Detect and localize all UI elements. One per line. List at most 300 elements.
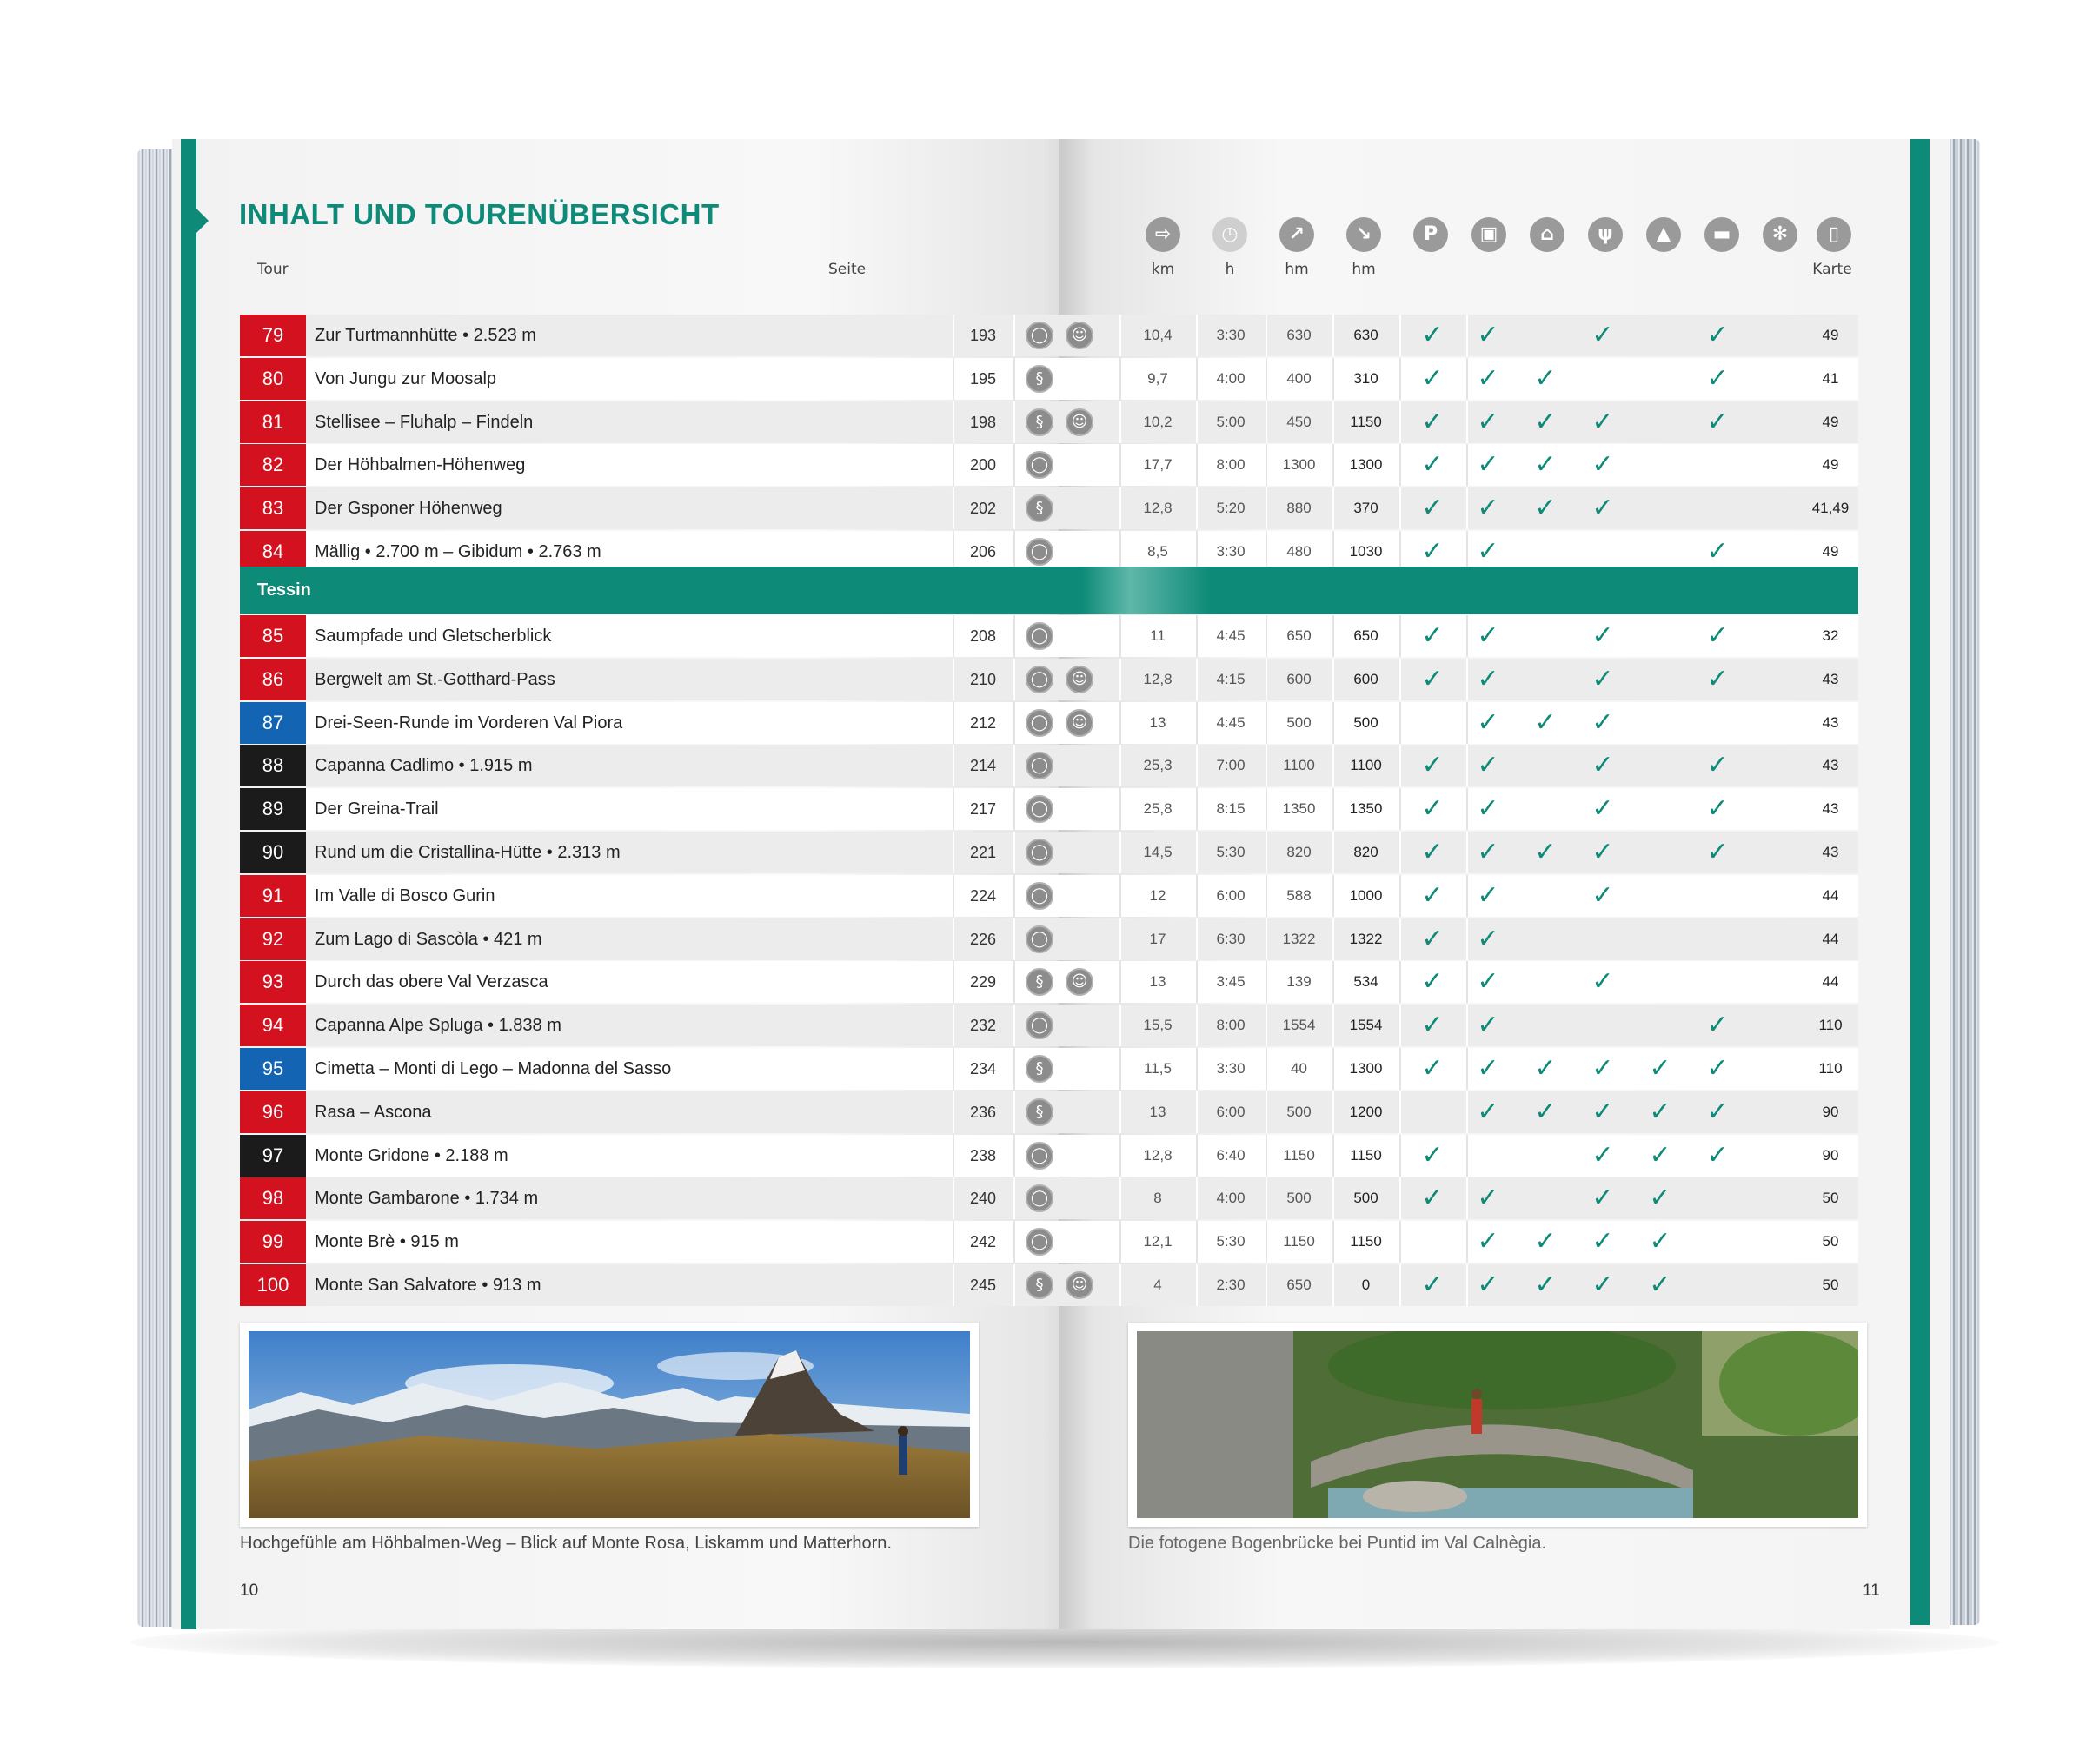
- tour-name: Zur Turtmannhütte • 2.523 m: [315, 326, 536, 345]
- descent-hm: 0: [1361, 1277, 1371, 1293]
- column-divider: [1399, 1005, 1401, 1046]
- round-trip-icon: ◯: [1026, 1142, 1053, 1170]
- check-mark-icon: ✓: [1534, 493, 1557, 523]
- page-reference: 212: [969, 714, 997, 732]
- descent-hm: 630: [1353, 327, 1378, 343]
- tour-name: Durch das obere Val Verzasca: [315, 972, 548, 991]
- check-mark-icon: ✓: [1534, 407, 1557, 437]
- column-divider: [1119, 444, 1121, 486]
- page-reference: 238: [969, 1147, 997, 1164]
- check-mark-icon: ✓: [1534, 363, 1557, 394]
- tour-number: 79: [240, 315, 306, 356]
- map-number: 32: [1822, 627, 1839, 644]
- column-divider: [1466, 1048, 1468, 1090]
- tour-number: 99: [240, 1221, 306, 1263]
- column-divider: [1399, 358, 1401, 400]
- column-divider: [1399, 487, 1401, 529]
- column-divider: [1013, 1221, 1015, 1263]
- check-mark-icon: ✓: [1477, 1010, 1499, 1040]
- distance-km: 8,5: [1147, 543, 1168, 560]
- column-divider: [1119, 1177, 1121, 1219]
- check-mark-icon: ✓: [1591, 1053, 1614, 1084]
- check-mark-icon: ✓: [1591, 707, 1614, 738]
- map-number: 110: [1818, 1060, 1843, 1077]
- header-h: h: [1225, 261, 1235, 278]
- table-row: [240, 659, 1858, 700]
- tour-number: 92: [240, 918, 306, 960]
- check-mark-icon: ✓: [1477, 880, 1499, 911]
- descent-hm: 820: [1353, 844, 1378, 860]
- caption-left: Hochgefühle am Höhbalmen-Weg – Blick auf Monte Rosa, Liskamm und Matterhorn.: [240, 1534, 892, 1553]
- round-trip-icon: ◯: [1026, 622, 1053, 650]
- accent-stripe-left: [181, 139, 196, 1629]
- duration-hours: 5:30: [1216, 844, 1246, 860]
- table-row: [240, 788, 1858, 830]
- column-divider: [1119, 1264, 1121, 1306]
- map-number: 49: [1822, 456, 1839, 473]
- kids-bear-icon: ☺: [1066, 968, 1093, 996]
- check-mark-icon: ✓: [1477, 664, 1499, 694]
- check-mark-icon: ✓: [1534, 707, 1557, 738]
- column-divider: [1013, 961, 1015, 1003]
- column-divider: [1013, 444, 1015, 486]
- ascent-hm: 880: [1286, 500, 1312, 516]
- column-divider: [1013, 315, 1015, 356]
- map-number: 49: [1822, 414, 1839, 430]
- duration-hours: 6:00: [1216, 887, 1246, 904]
- check-mark-icon: ✓: [1591, 837, 1614, 867]
- check-mark-icon: ✓: [1421, 1010, 1444, 1040]
- duration-hours: 4:00: [1216, 370, 1246, 387]
- column-divider: [1466, 1177, 1468, 1219]
- check-mark-icon: ✓: [1477, 793, 1499, 824]
- check-mark-icon: ✓: [1591, 620, 1614, 651]
- map-number: 44: [1822, 973, 1839, 990]
- ascent-hm: 139: [1286, 973, 1312, 990]
- tour-name: Monte Gridone • 2.188 m: [315, 1146, 508, 1165]
- check-mark-icon: ✓: [1534, 837, 1557, 867]
- column-divider: [1399, 444, 1401, 486]
- check-mark-icon: ✓: [1649, 1053, 1671, 1084]
- column-divider: [1013, 918, 1015, 960]
- column-divider: [1119, 745, 1121, 786]
- one-way-trip-icon: §: [1026, 365, 1053, 393]
- tour-number: 96: [240, 1091, 306, 1133]
- open-book: [137, 139, 1980, 1634]
- check-mark-icon: ✓: [1421, 1053, 1444, 1084]
- descent-hm: 1300: [1349, 456, 1383, 473]
- round-trip-icon: ◯: [1026, 1011, 1053, 1039]
- tour-name: Capanna Cadlimo • 1.915 m: [315, 756, 533, 775]
- round-trip-icon: ◯: [1026, 839, 1053, 866]
- column-divider: [1013, 615, 1015, 657]
- column-divider: [1399, 315, 1401, 356]
- check-mark-icon: ✓: [1706, 664, 1729, 694]
- tour-name: Monte San Salvatore • 913 m: [315, 1276, 541, 1295]
- check-mark-icon: ✓: [1421, 620, 1444, 651]
- check-mark-icon: ✓: [1591, 493, 1614, 523]
- duration-hours: 4:15: [1216, 671, 1246, 687]
- column-divider: [1466, 875, 1468, 917]
- table-row: [240, 1221, 1858, 1263]
- tour-number: 86: [240, 659, 306, 700]
- check-mark-icon: ✓: [1421, 1183, 1444, 1213]
- column-divider: [1466, 1135, 1468, 1177]
- page-number-left: 10: [240, 1582, 259, 1600]
- check-mark-icon: ✓: [1649, 1140, 1671, 1170]
- table-row: [240, 444, 1858, 486]
- distance-km: 12,8: [1143, 1147, 1173, 1164]
- check-mark-icon: ✓: [1534, 1270, 1557, 1300]
- map-number: 41: [1822, 370, 1839, 387]
- table-row: [240, 1048, 1858, 1090]
- check-mark-icon: ✓: [1591, 1097, 1614, 1127]
- column-divider: [1399, 832, 1401, 873]
- header-karte: Karte: [1812, 261, 1852, 278]
- descent-hm: 1150: [1350, 414, 1382, 430]
- tour-name: Der Höhbalmen-Höhenweg: [315, 455, 526, 474]
- check-mark-icon: ✓: [1421, 664, 1444, 694]
- check-mark-icon: ✓: [1706, 536, 1729, 567]
- column-divider: [1119, 401, 1121, 443]
- clock-icon: ◷: [1212, 217, 1247, 252]
- kids-bear-icon: ☺: [1066, 666, 1093, 693]
- round-trip-icon: ◯: [1026, 752, 1053, 779]
- map-icon: ▯: [1817, 217, 1851, 252]
- check-mark-icon: ✓: [1591, 750, 1614, 780]
- column-divider: [1399, 1048, 1401, 1090]
- duration-hours: 4:45: [1216, 627, 1246, 644]
- descent-hm: 310: [1353, 370, 1378, 387]
- column-divider: [1399, 1177, 1401, 1219]
- column-divider: [1466, 615, 1468, 657]
- tour-name: Capanna Alpe Spluga • 1.838 m: [315, 1016, 561, 1035]
- kids-bear-icon: ☺: [1066, 408, 1093, 436]
- column-divider: [1013, 788, 1015, 830]
- check-mark-icon: ✓: [1477, 493, 1499, 523]
- tour-number: 95: [240, 1048, 306, 1090]
- check-mark-icon: ✓: [1706, 837, 1729, 867]
- duration-hours: 6:40: [1216, 1147, 1246, 1164]
- check-mark-icon: ✓: [1477, 1226, 1499, 1257]
- distance-km: 12,8: [1143, 671, 1173, 687]
- bed-icon: ▬: [1704, 217, 1739, 252]
- column-divider: [1399, 918, 1401, 960]
- map-number: 50: [1822, 1233, 1839, 1250]
- column-divider: [1119, 832, 1121, 873]
- one-way-trip-icon: §: [1026, 494, 1053, 522]
- check-mark-icon: ✓: [1421, 493, 1444, 523]
- tour-name: Von Jungu zur Moosalp: [315, 369, 497, 388]
- check-mark-icon: ✓: [1706, 1010, 1729, 1040]
- tour-number: 87: [240, 702, 306, 744]
- tour-name: Saumpfade und Gletscherblick: [315, 627, 552, 646]
- check-mark-icon: ✓: [1591, 320, 1614, 350]
- hut-icon: ▲: [1646, 217, 1681, 252]
- round-trip-icon: ◯: [1026, 451, 1053, 479]
- page-reference: 229: [969, 973, 997, 991]
- column-divider: [1399, 1221, 1401, 1263]
- map-number: 49: [1822, 327, 1839, 343]
- descent-hm: 1000: [1349, 887, 1383, 904]
- column-divider: [1466, 487, 1468, 529]
- column-divider: [1119, 1091, 1121, 1133]
- map-number: 43: [1822, 844, 1839, 860]
- check-mark-icon: ✓: [1534, 449, 1557, 480]
- tour-number: 84: [240, 531, 306, 573]
- check-mark-icon: ✓: [1477, 407, 1499, 437]
- table-row: [240, 401, 1858, 443]
- kids-bear-icon: ☺: [1066, 322, 1093, 349]
- distance-km: 17: [1149, 931, 1166, 947]
- column-divider: [1013, 875, 1015, 917]
- table-row: [240, 1091, 1858, 1133]
- distance-km: 11: [1150, 627, 1166, 644]
- distance-km: 13: [1149, 714, 1166, 731]
- tour-number: 91: [240, 875, 306, 917]
- column-divider: [1466, 358, 1468, 400]
- check-mark-icon: ✓: [1421, 1140, 1444, 1170]
- column-divider: [1119, 1221, 1121, 1263]
- descent-hm: 500: [1353, 714, 1378, 731]
- distance-km: 25,8: [1143, 800, 1173, 817]
- check-mark-icon: ✓: [1706, 407, 1729, 437]
- tour-name: Stellisee – Fluhalp – Findeln: [315, 413, 534, 432]
- duration-hours: 7:00: [1216, 757, 1246, 773]
- duration-hours: 3:45: [1216, 973, 1246, 990]
- check-mark-icon: ✓: [1706, 1140, 1729, 1170]
- column-divider: [1013, 487, 1015, 529]
- column-divider: [1399, 788, 1401, 830]
- page-reference: 245: [969, 1277, 997, 1294]
- table-row: [240, 358, 1858, 400]
- column-divider: [1466, 315, 1468, 356]
- one-way-trip-icon: §: [1026, 1055, 1053, 1083]
- descent-hm: 1554: [1349, 1017, 1383, 1033]
- ascent-hm: 630: [1286, 327, 1312, 343]
- column-divider: [1119, 788, 1121, 830]
- page-reference: 226: [969, 931, 997, 948]
- distance-km: 9,7: [1147, 370, 1168, 387]
- table-row: [240, 1264, 1858, 1306]
- table-row: [240, 315, 1858, 356]
- check-mark-icon: ✓: [1534, 1097, 1557, 1127]
- column-divider: [1466, 702, 1468, 744]
- map-number: 43: [1822, 671, 1839, 687]
- column-divider: [1013, 832, 1015, 873]
- check-mark-icon: ✓: [1649, 1183, 1671, 1213]
- round-trip-icon: ◯: [1026, 1228, 1053, 1256]
- title-arrow-icon: [196, 209, 209, 233]
- distance-km: 13: [1149, 1104, 1166, 1120]
- duration-hours: 3:30: [1216, 543, 1246, 560]
- map-number: 43: [1822, 757, 1839, 773]
- column-divider: [1466, 745, 1468, 786]
- tour-name: Monte Brè • 915 m: [315, 1232, 459, 1251]
- check-mark-icon: ✓: [1421, 793, 1444, 824]
- distance-km: 10,4: [1143, 327, 1173, 343]
- column-divider: [1013, 358, 1015, 400]
- column-divider: [1399, 615, 1401, 657]
- tour-name: Der Gsponer Höhenweg: [315, 499, 502, 518]
- column-divider: [1399, 745, 1401, 786]
- ascent-hm: 400: [1286, 370, 1312, 387]
- ascent-hm: 588: [1286, 887, 1312, 904]
- page-reference: 242: [969, 1233, 997, 1250]
- section-label: Tessin: [257, 580, 311, 600]
- page-reference: 210: [969, 671, 997, 688]
- kids-bear-icon: ☺: [1066, 709, 1093, 737]
- column-divider: [1013, 1177, 1015, 1219]
- ascent-hm: 1350: [1282, 800, 1316, 817]
- tour-number: 85: [240, 615, 306, 657]
- column-divider: [1013, 1135, 1015, 1177]
- check-mark-icon: ✓: [1421, 407, 1444, 437]
- map-number: 43: [1822, 800, 1839, 817]
- column-divider: [1013, 1005, 1015, 1046]
- check-mark-icon: ✓: [1477, 924, 1499, 954]
- table-row: [240, 875, 1858, 917]
- page-title: INHALT UND TOURENÜBERSICHT: [239, 198, 720, 230]
- tour-number: 82: [240, 444, 306, 486]
- round-trip-icon: ◯: [1026, 795, 1053, 823]
- check-mark-icon: ✓: [1706, 620, 1729, 651]
- duration-hours: 5:30: [1216, 1233, 1246, 1250]
- distance-km: 12: [1149, 887, 1166, 904]
- table-row: [240, 615, 1858, 657]
- check-mark-icon: ✓: [1477, 1097, 1499, 1127]
- column-divider: [1119, 487, 1121, 529]
- map-number: 43: [1822, 714, 1839, 731]
- map-number: 90: [1822, 1147, 1839, 1164]
- duration-hours: 5:20: [1216, 500, 1246, 516]
- column-divider: [1013, 1048, 1015, 1090]
- ascent-hm: 1150: [1283, 1147, 1315, 1164]
- ascent-hm: 500: [1286, 1104, 1312, 1120]
- distance-km: 14,5: [1143, 844, 1173, 860]
- tour-number: 80: [240, 358, 306, 400]
- check-mark-icon: ✓: [1591, 966, 1614, 997]
- table-row: [240, 487, 1858, 529]
- distance-km: 8: [1153, 1190, 1162, 1206]
- check-mark-icon: ✓: [1649, 1097, 1671, 1127]
- tour-number: 83: [240, 487, 306, 529]
- tour-name: Rasa – Ascona: [315, 1103, 432, 1122]
- ascent-hm: 650: [1286, 627, 1312, 644]
- check-mark-icon: ✓: [1649, 1270, 1671, 1300]
- round-trip-icon: ◯: [1026, 925, 1053, 953]
- page-reference: 224: [969, 887, 997, 905]
- accent-stripe-right: [1910, 139, 1930, 1625]
- check-mark-icon: ✓: [1477, 320, 1499, 350]
- tour-number: 97: [240, 1135, 306, 1177]
- page-reference: 217: [969, 800, 997, 818]
- distance-km: 10,2: [1143, 414, 1173, 430]
- descent-hm: 1150: [1350, 1233, 1382, 1250]
- header-seite: Seite: [828, 261, 867, 278]
- header-hm-down: hm: [1352, 261, 1376, 278]
- distance-km: 12,8: [1143, 500, 1173, 516]
- descent-hm: 534: [1353, 973, 1378, 990]
- photo-matterhorn: [240, 1323, 979, 1527]
- tour-name: Rund um die Cristallina-Hütte • 2.313 m: [315, 843, 621, 862]
- distance-km: 17,7: [1143, 456, 1173, 473]
- column-divider: [1466, 1091, 1468, 1133]
- column-divider: [1466, 659, 1468, 700]
- table-row: [240, 1177, 1858, 1219]
- check-mark-icon: ✓: [1706, 1097, 1729, 1127]
- column-divider: [1013, 1264, 1015, 1306]
- column-divider: [1119, 918, 1121, 960]
- column-divider: [1013, 659, 1015, 700]
- column-divider: [1399, 702, 1401, 744]
- column-divider: [1466, 832, 1468, 873]
- column-divider: [1119, 1048, 1121, 1090]
- page-reference: 198: [969, 414, 997, 431]
- stone-bridge-image: [1137, 1331, 1858, 1518]
- check-mark-icon: ✓: [1591, 1183, 1614, 1213]
- tour-name: Monte Gambarone • 1.734 m: [315, 1189, 539, 1208]
- column-divider: [1399, 875, 1401, 917]
- check-mark-icon: ✓: [1591, 880, 1614, 911]
- check-mark-icon: ✓: [1706, 750, 1729, 780]
- check-mark-icon: ✓: [1421, 363, 1444, 394]
- check-mark-icon: ✓: [1534, 1226, 1557, 1257]
- ascent-hm: 1100: [1283, 757, 1315, 773]
- winter-icon: ✻: [1763, 217, 1797, 252]
- check-mark-icon: ✓: [1421, 1270, 1444, 1300]
- header-tour: Tour: [257, 261, 289, 278]
- parking-icon: P: [1413, 217, 1448, 252]
- column-divider: [1466, 1005, 1468, 1046]
- page-reference: 221: [969, 844, 997, 861]
- tour-number: 90: [240, 832, 306, 873]
- page-reference: 195: [969, 370, 997, 388]
- column-divider: [1119, 659, 1121, 700]
- tour-number: 100: [240, 1264, 306, 1306]
- column-divider: [1013, 702, 1015, 744]
- tour-name: Im Valle di Bosco Gurin: [315, 886, 495, 905]
- column-divider: [1466, 918, 1468, 960]
- page-reference: 234: [969, 1060, 997, 1078]
- check-mark-icon: ✓: [1477, 620, 1499, 651]
- check-mark-icon: ✓: [1477, 449, 1499, 480]
- column-divider: [1119, 961, 1121, 1003]
- column-divider: [1119, 615, 1121, 657]
- check-mark-icon: ✓: [1591, 1140, 1614, 1170]
- duration-hours: 3:30: [1216, 1060, 1246, 1077]
- map-number: 49: [1822, 543, 1839, 560]
- header-hm-up: hm: [1285, 261, 1309, 278]
- descent-hm: 1322: [1349, 931, 1383, 947]
- column-divider: [1399, 1264, 1401, 1306]
- column-divider: [1399, 961, 1401, 1003]
- kids-bear-icon: ☺: [1066, 1271, 1093, 1299]
- page-reference: 214: [969, 757, 997, 774]
- check-mark-icon: ✓: [1591, 1270, 1614, 1300]
- ascent-hm: 1150: [1283, 1233, 1315, 1250]
- check-mark-icon: ✓: [1706, 363, 1729, 394]
- duration-hours: 2:30: [1216, 1277, 1246, 1293]
- page-reference: 202: [969, 500, 997, 517]
- page-number-right: 11: [1863, 1582, 1880, 1600]
- descent-icon: ↘: [1346, 217, 1381, 252]
- tour-name: Cimetta – Monti di Lego – Madonna del Sasso: [315, 1059, 672, 1078]
- map-number: 90: [1822, 1104, 1839, 1120]
- descent-hm: 370: [1353, 500, 1378, 516]
- column-divider: [1399, 401, 1401, 443]
- descent-hm: 1150: [1350, 1147, 1382, 1164]
